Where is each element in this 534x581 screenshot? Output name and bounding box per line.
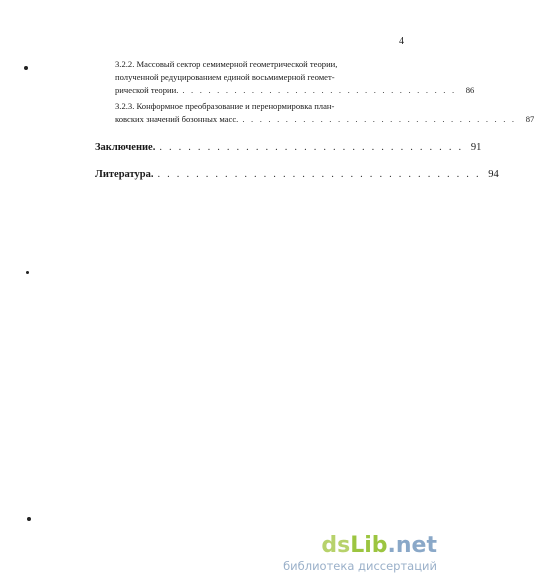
page-number: 4 bbox=[399, 36, 404, 47]
toc-page-number: 86 bbox=[465, 85, 475, 95]
leader-dots: . . . . . . . . . . . . . . . . . . . . . . . . . . . . . . . . . . bbox=[157, 169, 481, 180]
dslib-logo: dsLib.net bbox=[321, 533, 437, 558]
dslib-subtitle: библиотека диссертаций bbox=[283, 559, 437, 573]
scan-hole-mark bbox=[24, 66, 28, 70]
toc-page-number: 87 bbox=[525, 114, 534, 124]
leader-dots: . . . . . . . . . . . . . . . . . . . . . . . . . . . . . . . . bbox=[159, 142, 464, 153]
scan-hole-mark bbox=[26, 271, 29, 274]
toc-chapter-title: Заключение. bbox=[95, 142, 156, 153]
toc-entry-3-2-3[interactable] bbox=[115, 100, 534, 126]
leader-dots: . . . . . . . . . . . . . . . . . . . . . . . . . . . . . . . . bbox=[182, 85, 457, 95]
toc-chapter-title: Литература. bbox=[95, 169, 154, 180]
toc-entry-line: полученной редуцированием единой восьмимерной геомет- bbox=[115, 72, 335, 82]
dslib-watermark bbox=[283, 535, 437, 573]
toc-entry-line: ковских значений бозонных масс. bbox=[115, 114, 239, 124]
toc-entry-3-2-2[interactable] bbox=[115, 58, 475, 97]
toc-entry-line: рической теории. bbox=[115, 85, 179, 95]
scan-hole-mark bbox=[27, 517, 31, 521]
leader-dots: . . . . . . . . . . . . . . . . . . . . . . . . . . . . . . . . bbox=[242, 114, 517, 124]
toc-entry-line: 3.2.3. Конформное преобразование и перенормировка план- bbox=[115, 101, 335, 111]
toc-entry-literature[interactable] bbox=[95, 168, 499, 181]
toc-page-number: 91 bbox=[470, 142, 482, 153]
toc-page-number: 94 bbox=[488, 169, 499, 180]
toc-entry-conclusion[interactable] bbox=[95, 141, 482, 154]
toc-entry-line: 3.2.2. Массовый сектор семимерной геометрической теории, bbox=[115, 59, 338, 69]
